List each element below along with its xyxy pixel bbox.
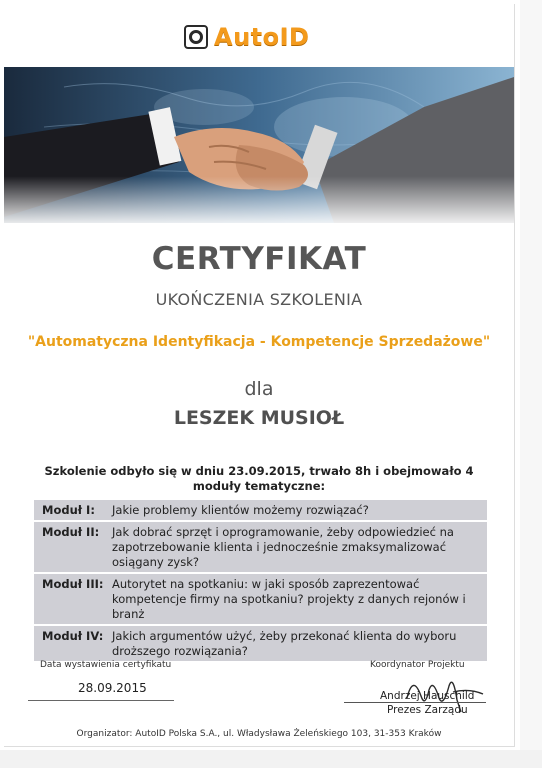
for-label: dla xyxy=(244,378,274,400)
module-key: Moduł I: xyxy=(42,503,95,517)
module-row xyxy=(34,500,487,522)
course-name: "Automatyczna Identyfikacja - Kompetencje Sprzedażowe" xyxy=(27,334,491,350)
module-text: Autorytet na spotkaniu: w jaki sposób zaprezentować kompetencje firmy na spotkaniu? projekty z danych rejonów i branż xyxy=(112,577,466,621)
handshake-hero-image xyxy=(4,67,514,223)
module-row xyxy=(34,522,487,574)
module-key: Moduł III: xyxy=(42,577,104,591)
certificate-subtitle: UKOŃCZENIA SZKOLENIA xyxy=(155,290,363,309)
scan-edge xyxy=(520,0,542,768)
module-text: Jakie problemy klientów możemy rozwiązać? xyxy=(112,503,369,517)
issue-date-line xyxy=(28,700,174,701)
coordinator-role: Prezes Zarządu xyxy=(387,704,468,716)
coordinator-name: Andrzej Hauschild xyxy=(380,690,475,702)
issue-date: 28.09.2015 xyxy=(78,681,147,695)
module-row xyxy=(34,574,487,626)
training-description: Szkolenie odbyło się w dniu 23.09.2015, trwało 8h i obejmowało 4 moduły tematyczne: xyxy=(44,464,474,493)
module-text: Jak dobrać sprzęt i oprogramowanie, żeby odpowiedzieć na zapotrzebowanie klienta i jednocześnie zmaksymalizować osiągany zysk? xyxy=(112,525,454,569)
certificate-title: CERTYFIKAT xyxy=(151,241,367,277)
logo-mark-icon xyxy=(184,25,208,49)
recipient-name: LESZEK MUSIOŁ xyxy=(173,407,345,429)
scan-edge-bottom xyxy=(0,750,542,768)
module-row xyxy=(34,626,487,663)
logo-text: AutoID xyxy=(214,23,310,51)
modules-table xyxy=(34,499,487,663)
autoid-logo xyxy=(184,24,309,50)
module-text: Jakich argumentów użyć, żeby przekonać klienta do wyboru droższego rozwiązania? xyxy=(112,629,457,658)
module-key: Moduł II: xyxy=(42,525,100,539)
signature-line xyxy=(344,702,486,703)
coordinator-label: Koordynator Projektu xyxy=(370,660,465,670)
organizer-line: Organizator: AutoID Polska S.A., ul. Władysława Żeleńskiego 103, 31-353 Kraków xyxy=(76,729,442,739)
issue-date-label: Data wystawienia certyfikatu xyxy=(40,660,172,670)
certificate-page xyxy=(4,4,515,747)
module-key: Moduł IV: xyxy=(42,629,104,643)
